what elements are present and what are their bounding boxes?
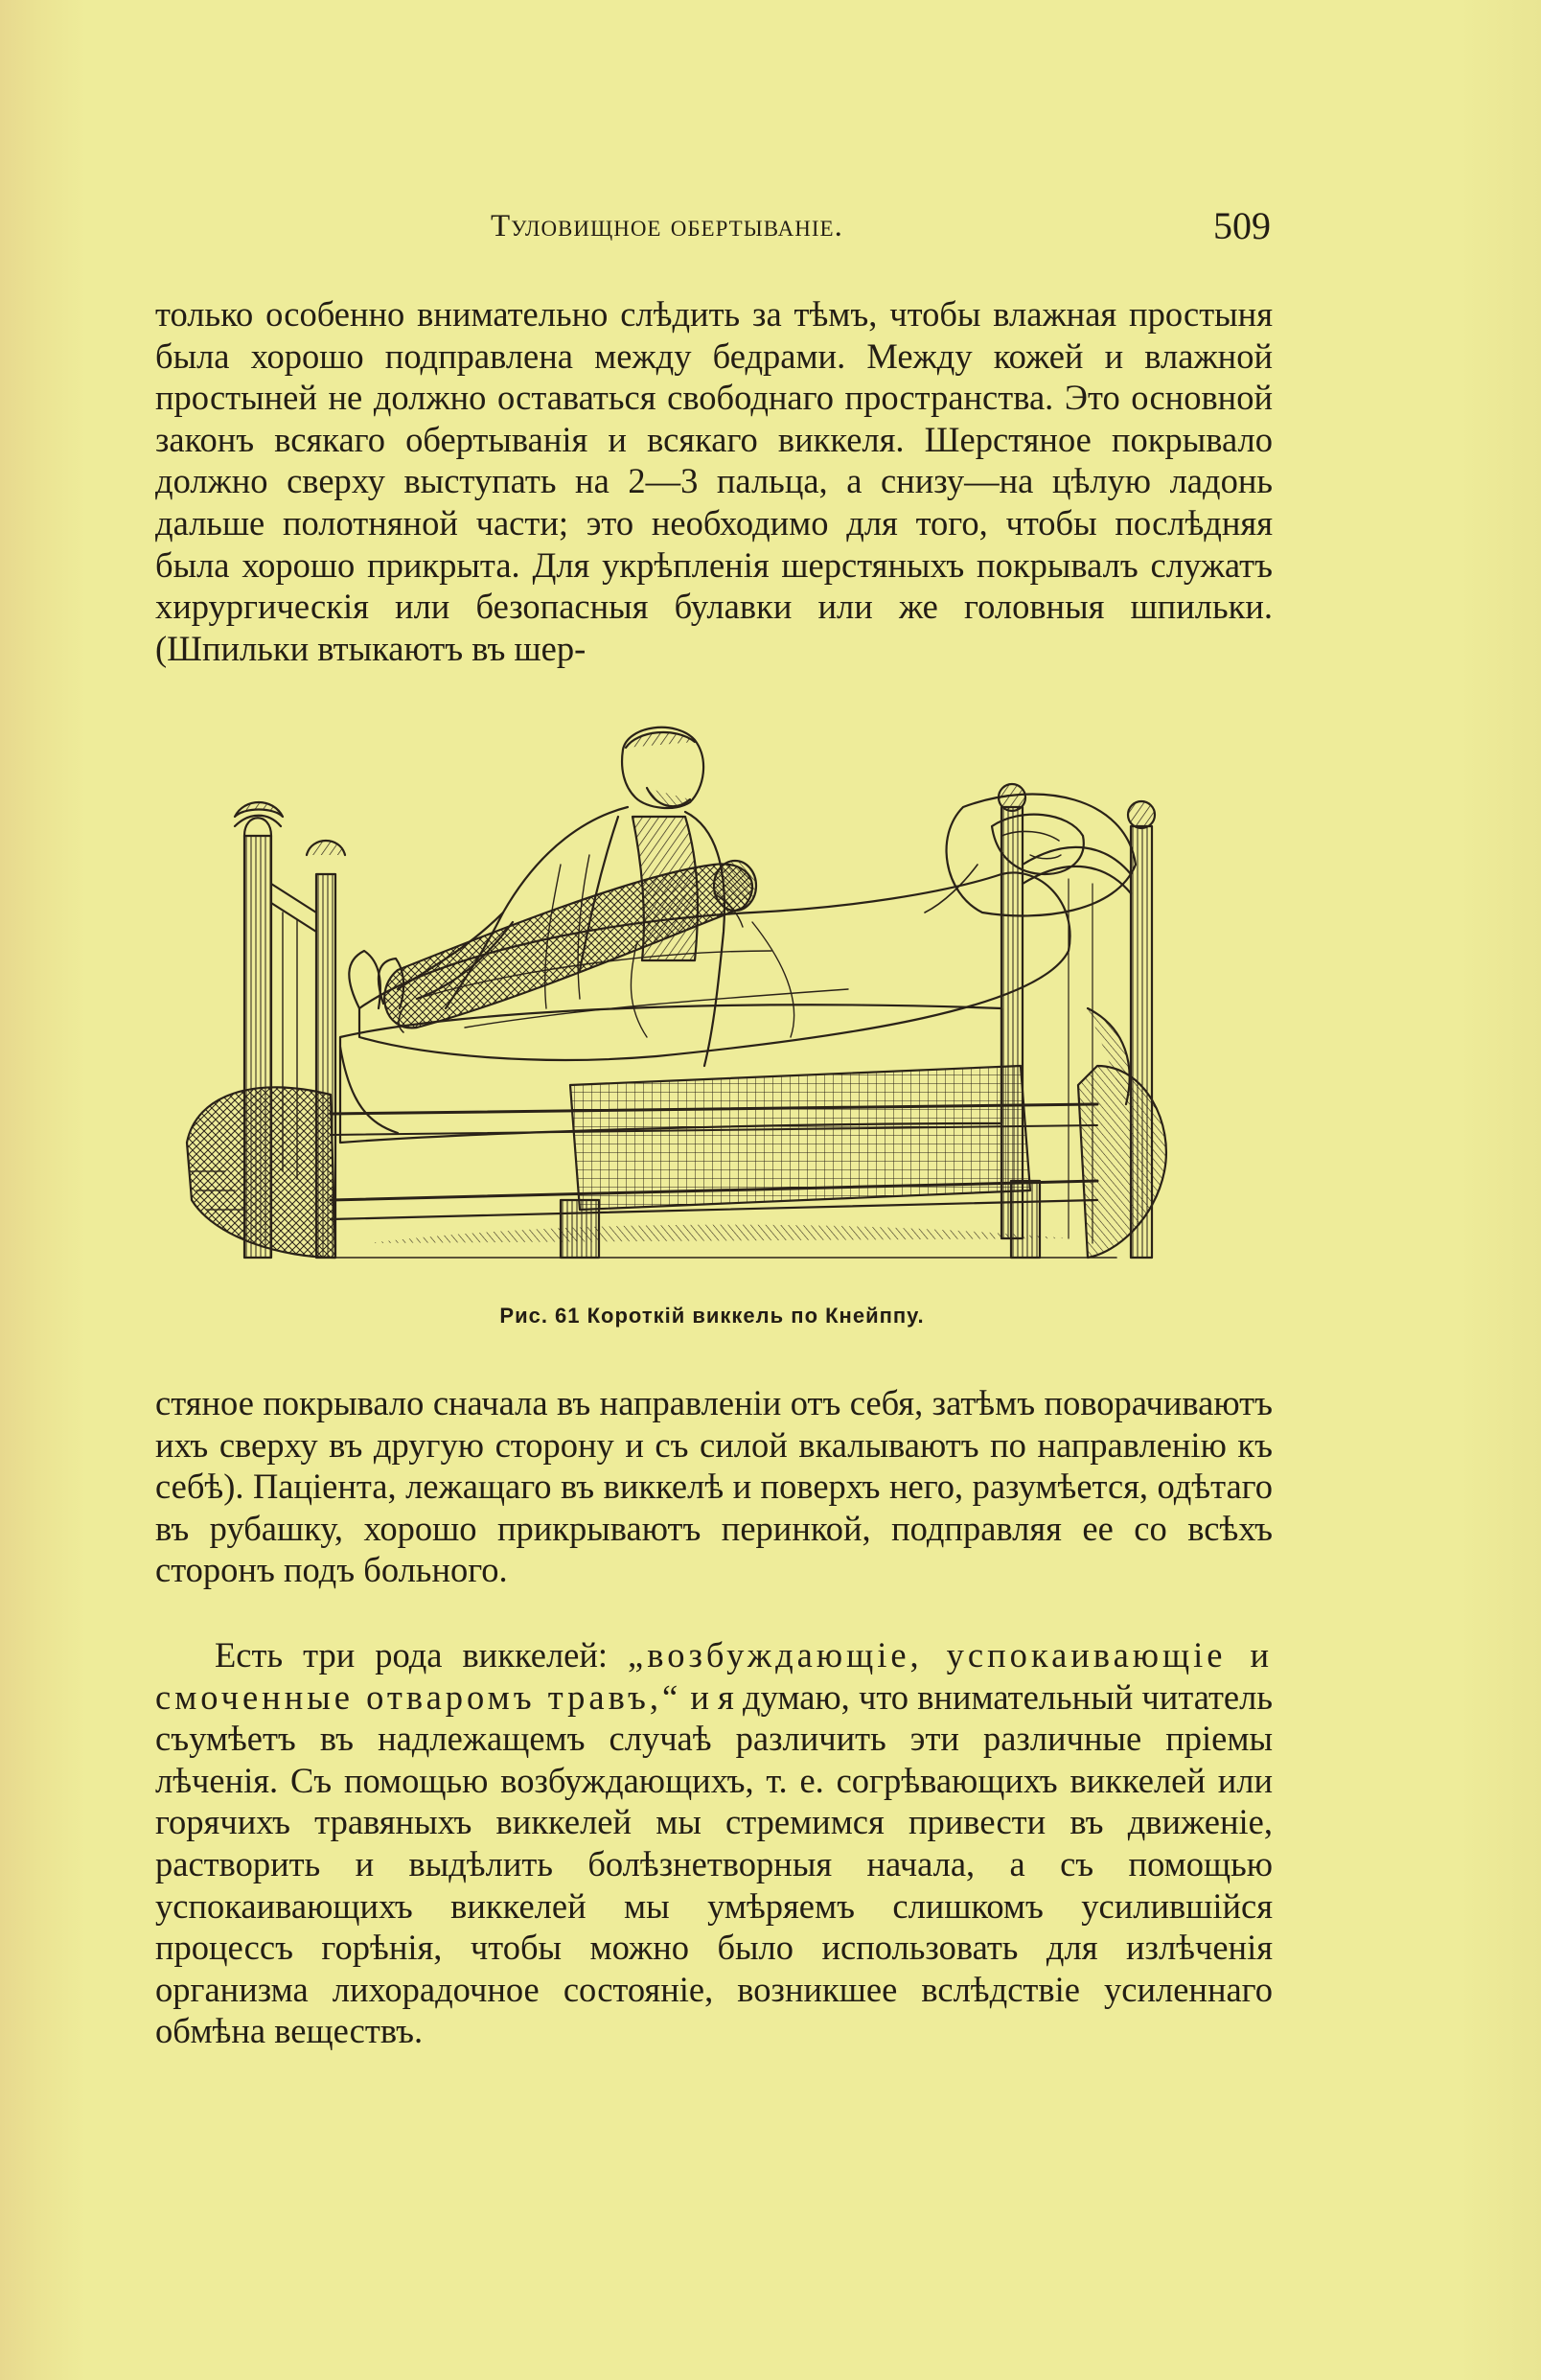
text-block-continued	[155, 1382, 1273, 1591]
engraving-illustration	[177, 721, 1251, 1315]
paragraph-top: только особенно внимательно слѣдить за тѣмъ, чтобы влажная простыня была хорошо подправлена между бедрами. Между кожей и влажной простыней не должно оставаться свободнаго пространства. Это основной законъ всякаго обертыванія и всякаго виккеля. Шерстяное покрывало должно сверху выступать на 2—3 пальца, а снизу—на цѣлую ладонь дальше полотняной части; это необходимо для того, чтобы послѣдняя была хорошо прикрыта. Для укрѣпленія шерстяныхъ покрывалъ служатъ хирургическія или безопасныя булавки или же головныя шпильки. (Шпильки втыкаютъ въ шер-	[155, 294, 1273, 668]
running-title: Туловищное обертываніе.	[491, 209, 843, 243]
page-header	[153, 203, 1271, 251]
paragraph-last-rest: и я думаю, что внимательный читатель съумѣетъ въ надлежащемъ случаѣ различить эти различные пріемы лѣченія. Съ помощью возбуждающихъ, т. е. согрѣвающихъ виккелей или горячихъ травяныхъ виккелей мы стремимся привести въ движеніе, растворить и выдѣлить болѣзнетворныя начала, а съ помощью успокаивающихъ виккелей мы умѣряемъ слишкомъ усилившійся процессъ горѣнія, чтобы можно было использовать для излѣченія организма лихорадочное состояніе, возникшее вслѣдствіе усиленнаго обмѣна веществъ.	[155, 1676, 1273, 2051]
page-number: 509	[1213, 204, 1271, 247]
text-block-last	[155, 1634, 1273, 2052]
paragraph-continued: стяное покрывало сначала въ направленіи отъ себя, затѣмъ поворачиваютъ ихъ сверху въ другую сторону и съ силой вкалываютъ по направленію къ себѣ). Пацiента, лежащаго въ виккелѣ и поверхъ него, разумѣется, одѣтаго въ рубашку, хорошо прикрываютъ перинкой, подправляя ее со всѣхъ сторонъ подъ больного.	[155, 1383, 1273, 1590]
paragraph-last	[155, 1634, 1273, 2052]
figure-illustration	[177, 721, 1251, 1315]
text-block-top	[155, 293, 1273, 669]
paragraph-last-lead: Есть три рода виккелей:	[215, 1635, 629, 1675]
figure-caption: Рис. 61 Короткій виккель по Кнейппу.	[499, 1304, 925, 1328]
paragraph-last-spaced: „возбуждающіе, успокаивающіе и смоченные отваромъ травъ,“	[155, 1635, 1273, 1717]
